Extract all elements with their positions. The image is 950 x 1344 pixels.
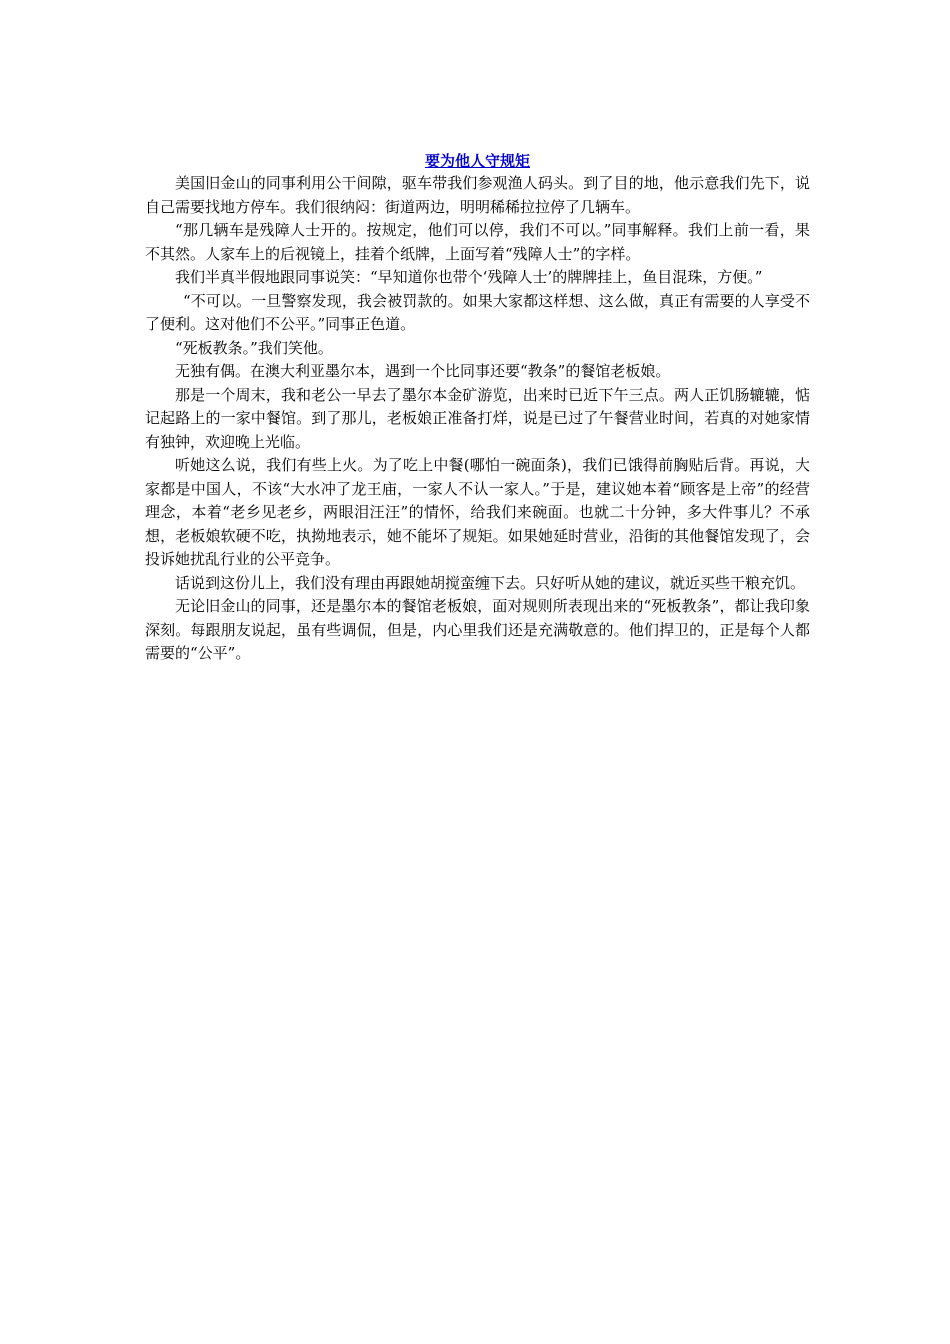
paragraph-1: 美国旧金山的同事利用公干间隙，驱车带我们参观渔人码头。到了目的地，他示意我们先下，说自己需要找地方停车。我们很纳闷：街道两边，明明稀稀拉拉停了几辆车。	[145, 174, 810, 216]
paragraph-10: 无论旧金山的同事，还是墨尔本的餐馆老板娘，面对规则所表现出来的“死板教条”，都让我印象深刻。每跟朋友说起，虽有些调侃，但是，内心里我们还是充满敬意的。他们捍卫的，正是每个人都需要的“公平”。	[145, 597, 810, 662]
paragraph-9: 话说到这份儿上，我们没有理由再跟她胡搅蛮缠下去。只好听从她的建议，就近买些干粮充饥。	[175, 573, 806, 592]
document-title-link[interactable]: 要为他人守规矩	[424, 152, 530, 170]
paragraph-3: 我们半真半假地跟同事说笑：“早知道你也带个‘残障人士’的牌牌挂上，鱼目混珠，方便。”	[175, 268, 763, 286]
document-page	[145, 150, 810, 666]
paragraph-6: 无独有偶。在澳大利亚墨尔本，遇到一个比同事还要“教条”的餐馆老板娘。	[175, 362, 671, 380]
paragraph-5: “死板教条。”我们笑他。	[175, 338, 333, 357]
paragraph-8: 听她这么说，我们有些上火。为了吃上中餐(哪怕一碗面条)，我们已饿得前胸贴后背。再说，大家都是中国人，不该“大水冲了龙王庙，一家人不认一家人。”于是，建议她本着“顾客是上帝”的经营理念，本着“老乡见老乡，两眼泪汪汪”的情怀，给我们来碗面。也就二十分钟，多大件事儿？不承想，老板娘软硬不吃，执拗地表示，她不能坏了规矩。如果她延时营业，沿街的其他餐馆发现了，会投诉她扰乱行业的公平竞争。	[145, 456, 810, 568]
paragraph-2: “那几辆车是残障人士开的。按规定，他们可以停，我们不可以。”同事解释。我们上前一看，果不其然。人家车上的后视镜上，挂着个纸牌，上面写着“残障人士”的字样。	[145, 221, 810, 263]
paragraph-4: “不可以。一旦警察发现，我会被罚款的。如果大家都这样想、这么做，真正有需要的人享受不了便利。这对他们不公平。”同事正色道。	[145, 291, 810, 333]
paragraph-7: 那是一个周末，我和老公一早去了墨尔本金矿游览，出来时已近下午三点。两人正饥肠辘辘，惦记起路上的一家中餐馆。到了那儿，老板娘正准备打烊，说是已过了午餐营业时间，若真的对她家情有独钟，欢迎晚上光临。	[145, 385, 810, 451]
